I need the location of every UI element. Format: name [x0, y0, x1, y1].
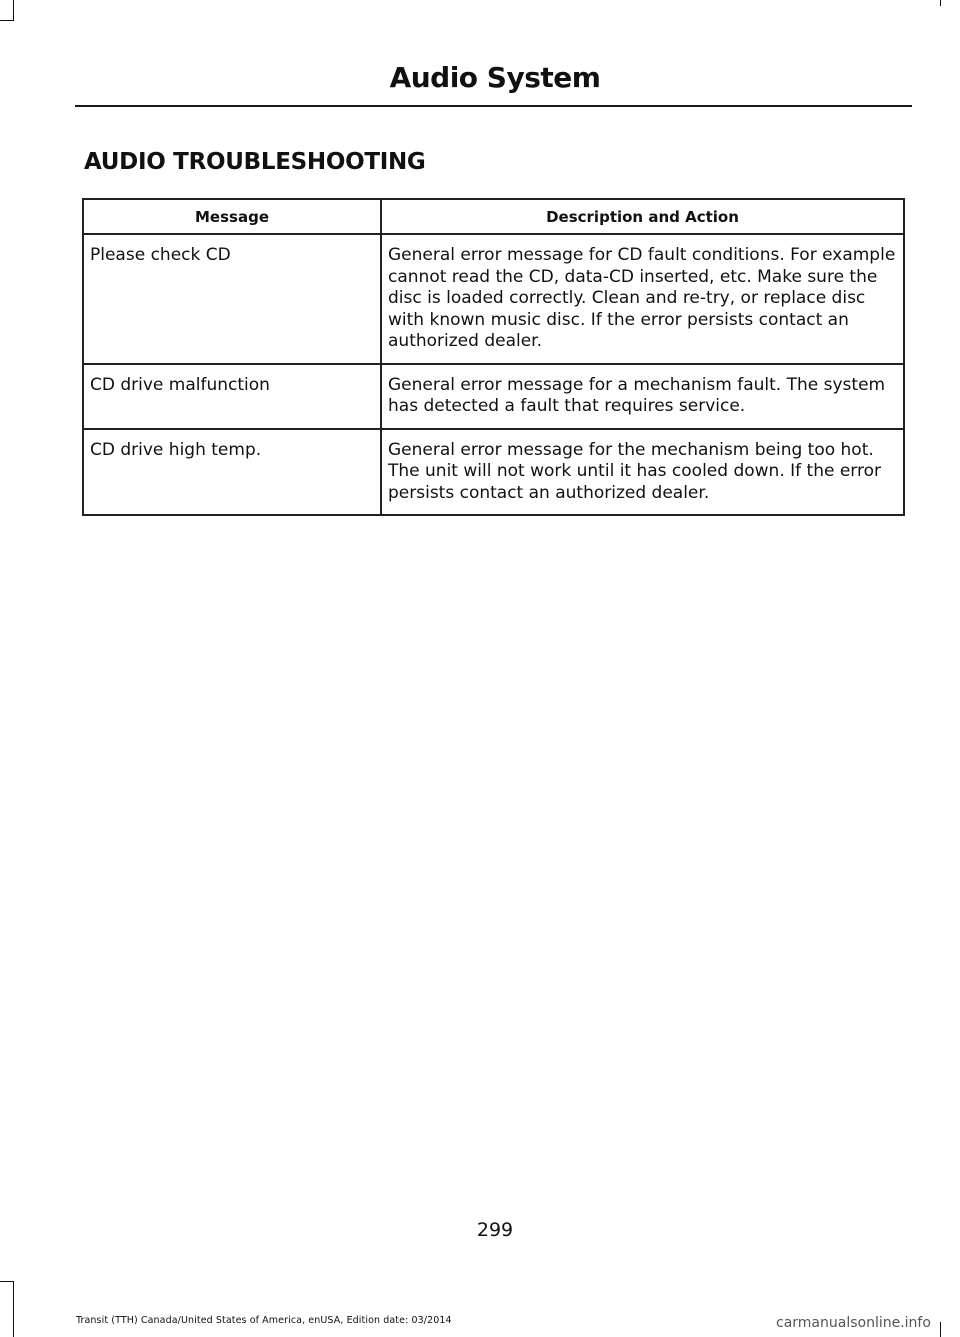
message-cell: CD drive malfunction [83, 364, 381, 429]
table-row [83, 364, 904, 429]
table-row [83, 429, 904, 516]
column-header-description: Description and Action [381, 199, 904, 234]
message-cell: CD drive high temp. [83, 429, 381, 516]
crop-mark-bottom-left-horizontal [0, 1281, 14, 1282]
crop-mark-top-left-horizontal [0, 20, 14, 21]
page-number: 299 [476, 1219, 514, 1241]
section-heading: AUDIO TROUBLESHOOTING [84, 149, 426, 175]
page-header-title: Audio System [389, 61, 601, 94]
message-cell: Please check CD [83, 234, 381, 364]
table-row [83, 234, 904, 364]
table-header-row [83, 199, 904, 234]
crop-mark-bottom-right [940, 1322, 941, 1337]
crop-mark-bottom-left-vertical [13, 1282, 14, 1337]
header-divider [75, 105, 912, 107]
description-cell: General error message for the mechanism being too hot. The unit will not work until it has cooled down. If the error persists contact an authorized dealer. [381, 429, 904, 516]
crop-mark-top-right [940, 0, 941, 6]
troubleshooting-table [82, 198, 905, 516]
description-cell: General error message for a mechanism fault. The system has detected a fault that requires service. [381, 364, 904, 429]
crop-mark-top-left-vertical [13, 0, 14, 20]
watermark: carmanualsonline.info [776, 1315, 931, 1331]
description-cell: General error message for CD fault conditions. For example cannot read the CD, data-CD inserted, etc. Make sure the disc is loaded correctly. Clean and re-try, or replace disc with known music disc. If the error persists contact an authorized dealer. [381, 234, 904, 364]
edition-footer: Transit (TTH) Canada/United States of America, enUSA, Edition date: 03/2014 [76, 1315, 452, 1326]
column-header-message: Message [83, 199, 381, 234]
